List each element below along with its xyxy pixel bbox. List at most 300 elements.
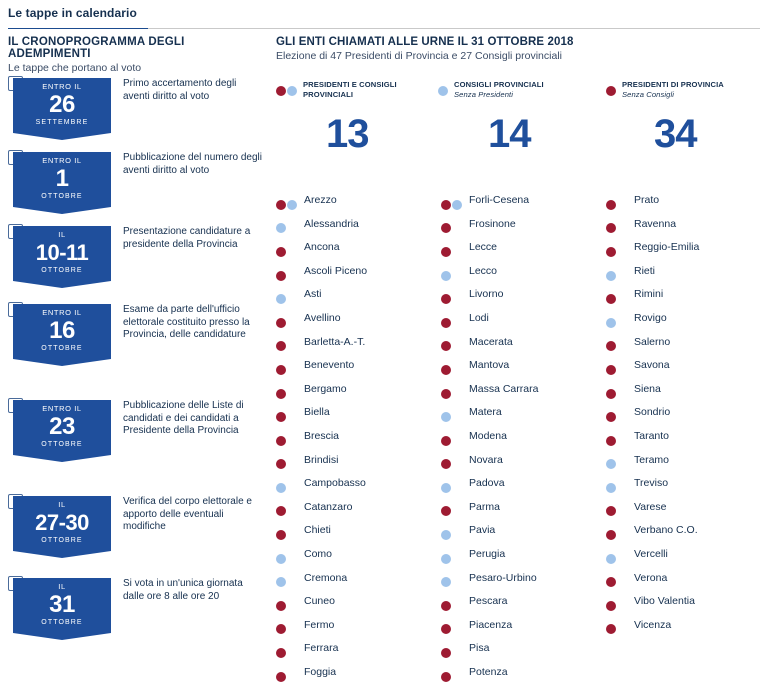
province-name: Sondrio: [634, 406, 671, 419]
step-description: Si vota in un'unica giornata dalle ore 8 alle ore 20: [123, 578, 243, 602]
list-item-dot-group: [441, 243, 452, 261]
red-dot-icon: [441, 247, 451, 257]
list-item-dot-group: [276, 597, 287, 615]
legend-blue-dot-icon: [287, 86, 297, 96]
legend-label: [454, 80, 544, 99]
list-item-dot-group: [441, 361, 452, 379]
list-item-dot-group: [441, 338, 452, 356]
red-dot-icon: [606, 389, 616, 399]
list-item-dot-group: [441, 668, 452, 686]
list-item: [441, 640, 601, 664]
list-item-dot-group: [441, 267, 452, 285]
right-heading: GLI ENTI CHIAMATI ALLE URNE IL 31 OTTOBRE 2018: [276, 36, 574, 48]
red-dot-icon: [441, 648, 451, 658]
legend-label-line2: Senza Consigli: [622, 89, 675, 99]
step-date-month: OTTOBRE: [41, 345, 83, 352]
blue-dot-icon: [276, 223, 286, 233]
province-name: Savona: [634, 359, 670, 372]
blue-dot-icon: [441, 554, 451, 564]
province-name: Salerno: [634, 335, 671, 348]
list-item-dot-group: [276, 526, 287, 544]
blue-dot-icon: [276, 554, 286, 564]
blue-dot-icon: [441, 483, 451, 493]
list-item: [441, 334, 601, 358]
left-heading: IL CRONOPROGRAMMA DEGLI ADEMPIMENTI: [8, 36, 185, 60]
list-item: [441, 263, 601, 287]
province-name: Verbano C.O.: [634, 524, 698, 537]
step-date-badge: [13, 304, 111, 359]
blue-dot-icon: [276, 294, 286, 304]
province-name: Ascoli Piceno: [304, 264, 368, 277]
list-item: [441, 404, 601, 428]
right-column-header: [276, 36, 764, 62]
list-item-dot-group: [276, 432, 287, 450]
list-item-dot-group: [606, 503, 617, 521]
legend-blue-dot-icon: [438, 86, 448, 96]
red-dot-icon: [441, 624, 451, 634]
province-name: Chieti: [304, 524, 331, 537]
list-item: [441, 357, 601, 381]
timeline-step: [8, 398, 264, 484]
red-dot-icon: [276, 247, 286, 257]
legend-label-line1: PRESIDENTI E CONSIGLI: [303, 80, 397, 89]
red-dot-icon: [441, 601, 451, 611]
list-item-dot-group: [606, 621, 617, 639]
province-name: Pesaro-Urbino: [469, 571, 537, 584]
step-date-day: 16: [49, 317, 75, 344]
province-list-column: [606, 192, 766, 640]
list-item-dot-group: [441, 385, 452, 403]
step-date-day: 26: [49, 91, 75, 118]
list-item-dot-group: [441, 456, 452, 474]
list-item: [606, 216, 766, 240]
list-item: [276, 522, 436, 546]
list-item: [441, 570, 601, 594]
list-item: [606, 452, 766, 476]
list-item-dot-group: [276, 644, 287, 662]
page-title: Le tappe in calendario: [8, 6, 137, 20]
step-description: Esame da parte dell'ufficio elettorale costituito presso la Provincia, delle candidature: [123, 304, 250, 340]
list-item: [276, 404, 436, 428]
step-description: Pubblicazione delle Liste di candidati e dei candidati a Presidente della Provincia: [123, 400, 244, 436]
province-name: Potenza: [469, 665, 508, 678]
red-dot-icon: [606, 341, 616, 351]
red-dot-icon: [276, 200, 286, 210]
red-dot-icon: [606, 601, 616, 611]
list-item: [276, 593, 436, 617]
list-item: [441, 216, 601, 240]
province-name: Livorno: [469, 288, 504, 301]
list-item-dot-group: [441, 432, 452, 450]
red-dot-icon: [606, 506, 616, 516]
list-item: [276, 546, 436, 570]
list-item: [606, 475, 766, 499]
blue-dot-icon: [606, 271, 616, 281]
list-item-dot-group: [606, 196, 617, 214]
list-item: [606, 522, 766, 546]
blue-dot-icon: [606, 318, 616, 328]
top-divider-accent: [8, 28, 148, 29]
list-item-dot-group: [441, 290, 452, 308]
province-name: Frosinone: [469, 217, 516, 230]
province-name: Campobasso: [304, 477, 366, 490]
province-name: Ravenna: [634, 217, 677, 230]
timeline-step: [8, 224, 264, 292]
red-dot-icon: [276, 624, 286, 634]
step-description: Primo accertamento degli aventi diritto al voto: [123, 78, 237, 102]
province-name: Siena: [634, 382, 661, 395]
list-item-dot-group: [606, 243, 617, 261]
list-item-dot-group: [441, 503, 452, 521]
list-item: [441, 310, 601, 334]
list-item-dot-group: [606, 432, 617, 450]
step-date-badge: [13, 78, 111, 133]
red-dot-icon: [276, 530, 286, 540]
list-item-dot-group: [276, 479, 287, 497]
step-date-prefix: ENTRO IL: [42, 82, 82, 91]
step-description: Pubblicazione del numero degli aventi diritto al voto: [123, 152, 262, 176]
list-item: [606, 499, 766, 523]
province-name: Mantova: [469, 359, 510, 372]
step-badge-notch: [13, 633, 111, 640]
list-item: [606, 617, 766, 641]
blue-dot-icon: [441, 530, 451, 540]
legend-label: [303, 80, 397, 99]
blue-dot-icon: [287, 200, 297, 210]
list-item-dot-group: [276, 267, 287, 285]
timeline-step: [8, 494, 264, 566]
step-date-prefix: ENTRO IL: [42, 308, 82, 317]
province-name: Brindisi: [304, 453, 339, 466]
red-dot-icon: [276, 271, 286, 281]
list-item-dot-group: [441, 314, 452, 332]
province-name: Arezzo: [304, 194, 337, 206]
province-name: Rieti: [634, 264, 656, 277]
province-name: Lecce: [469, 241, 498, 254]
province-name: Modena: [469, 429, 507, 442]
list-item-dot-group: [606, 267, 617, 285]
list-item: [276, 452, 436, 476]
list-item-dot-group: [606, 408, 617, 426]
legend-red-dot-icon: [276, 86, 286, 96]
timeline-step: [8, 76, 264, 140]
red-dot-icon: [276, 672, 286, 682]
step-date-day: 10-11: [35, 240, 89, 265]
list-item: [606, 263, 766, 287]
step-badge-notch: [13, 359, 111, 366]
list-item-dot-group: [606, 550, 617, 568]
list-item: [441, 381, 601, 405]
list-item: [441, 664, 601, 687]
list-item: [276, 617, 436, 641]
list-item-dot-group: [441, 196, 463, 214]
province-name: Piacenza: [469, 618, 513, 631]
province-name: Lecco: [469, 264, 498, 277]
province-name: Lodi: [469, 311, 489, 324]
province-name: Matera: [469, 406, 502, 419]
legend-dot-group: [438, 82, 449, 100]
step-date-badge: [13, 400, 111, 455]
list-item-dot-group: [441, 479, 452, 497]
province-name: Cremona: [304, 571, 348, 584]
step-date-month: SETTEMBRE: [35, 119, 89, 126]
red-dot-icon: [441, 672, 451, 682]
province-name: Rovigo: [634, 311, 667, 324]
red-dot-icon: [606, 223, 616, 233]
step-date-prefix: IL: [58, 582, 66, 591]
list-item: [606, 286, 766, 310]
province-name: Treviso: [634, 477, 669, 490]
red-dot-icon: [441, 341, 451, 351]
list-item-dot-group: [606, 574, 617, 592]
red-dot-icon: [606, 530, 616, 540]
legend-dot-group: [606, 82, 617, 100]
list-item: [276, 499, 436, 523]
red-dot-icon: [606, 412, 616, 422]
province-name: Verona: [634, 571, 668, 584]
province-name: Teramo: [634, 453, 670, 466]
list-item: [606, 239, 766, 263]
list-item-dot-group: [606, 338, 617, 356]
list-item: [276, 263, 436, 287]
province-name: Brescia: [304, 429, 340, 442]
province-name: Padova: [469, 477, 505, 490]
list-item: [276, 640, 436, 664]
province-name: Varese: [634, 500, 667, 513]
list-item: [441, 475, 601, 499]
list-item: [606, 381, 766, 405]
blue-dot-icon: [441, 412, 451, 422]
red-dot-icon: [441, 506, 451, 516]
list-item-dot-group: [606, 314, 617, 332]
red-dot-icon: [441, 294, 451, 304]
list-item-dot-group: [276, 408, 287, 426]
province-name: Fermo: [304, 618, 335, 631]
blue-dot-icon: [606, 459, 616, 469]
list-item: [276, 334, 436, 358]
province-name: Benevento: [304, 359, 355, 372]
list-item-dot-group: [441, 526, 452, 544]
red-dot-icon: [606, 294, 616, 304]
list-item: [606, 310, 766, 334]
province-name: Vibo Valentia: [634, 595, 695, 608]
red-dot-icon: [441, 200, 451, 210]
right-subheading: Elezione di 47 Presidenti di Provincia e 27 Consigli provinciali: [276, 50, 562, 62]
red-dot-icon: [441, 318, 451, 328]
count-value: 34: [654, 112, 697, 156]
province-list-column: [276, 192, 436, 687]
legend-label-line2: PROVINCIALI: [303, 89, 354, 99]
step-date-month: OTTOBRE: [41, 537, 83, 544]
list-item-dot-group: [276, 668, 287, 686]
province-name: Perugia: [469, 547, 506, 560]
list-item: [276, 475, 436, 499]
list-item-dot-group: [276, 550, 287, 568]
province-name: Foggia: [304, 665, 337, 678]
step-date-prefix: IL: [58, 230, 66, 239]
red-dot-icon: [276, 459, 286, 469]
red-dot-icon: [606, 365, 616, 375]
timeline-step: [8, 150, 264, 214]
province-name: Massa Carrara: [469, 382, 539, 395]
province-name: Rimini: [634, 288, 664, 301]
province-name: Como: [304, 547, 333, 560]
step-date-day: 27-30: [35, 510, 89, 535]
province-name: Pavia: [469, 524, 496, 537]
province-name: Avellino: [304, 311, 341, 324]
list-item: [441, 617, 601, 641]
list-item-dot-group: [606, 456, 617, 474]
step-date-day: 1: [55, 165, 69, 192]
blue-dot-icon: [452, 200, 462, 210]
list-item: [606, 357, 766, 381]
province-name: Macerata: [469, 335, 513, 348]
red-dot-icon: [606, 624, 616, 634]
list-item: [276, 570, 436, 594]
category-counts: [276, 112, 764, 164]
list-item-dot-group: [276, 220, 287, 238]
province-name: Pisa: [469, 642, 490, 655]
count-value: 13: [326, 112, 369, 156]
blue-dot-icon: [606, 554, 616, 564]
red-dot-icon: [276, 365, 286, 375]
province-name: Vicenza: [634, 618, 672, 631]
province-name: Reggio-Emilia: [634, 241, 700, 254]
province-list-column: [441, 192, 601, 687]
timeline-step: [8, 576, 264, 648]
blue-dot-icon: [606, 483, 616, 493]
left-subheading: Le tappe che portano al voto: [8, 62, 142, 74]
list-item-dot-group: [606, 361, 617, 379]
legend-label-line1: CONSIGLI PROVINCIALI: [454, 80, 544, 89]
timeline-step: [8, 302, 264, 388]
list-item-dot-group: [441, 408, 452, 426]
step-date-prefix: ENTRO IL: [42, 404, 82, 413]
legend-dot-group: [276, 82, 298, 100]
step-date-prefix: ENTRO IL: [42, 156, 82, 165]
list-item: [276, 239, 436, 263]
list-item-dot-group: [606, 220, 617, 238]
step-date-prefix: IL: [58, 500, 66, 509]
red-dot-icon: [276, 389, 286, 399]
province-name: Taranto: [634, 429, 670, 442]
list-item: [441, 286, 601, 310]
red-dot-icon: [276, 436, 286, 446]
red-dot-icon: [606, 436, 616, 446]
red-dot-icon: [606, 577, 616, 587]
step-badge-notch: [13, 281, 111, 288]
red-dot-icon: [441, 389, 451, 399]
list-item-dot-group: [276, 385, 287, 403]
red-dot-icon: [276, 648, 286, 658]
step-date-month: OTTOBRE: [41, 441, 83, 448]
list-item: [606, 334, 766, 358]
list-item-dot-group: [441, 220, 452, 238]
red-dot-icon: [276, 318, 286, 328]
step-badge-notch: [13, 551, 111, 558]
red-dot-icon: [441, 365, 451, 375]
list-item-dot-group: [441, 574, 452, 592]
blue-dot-icon: [441, 577, 451, 587]
list-item: [606, 593, 766, 617]
list-item: [276, 664, 436, 687]
list-item: [276, 357, 436, 381]
blue-dot-icon: [276, 483, 286, 493]
province-name: Prato: [634, 194, 660, 206]
list-item: [276, 192, 436, 216]
province-name: Ferrara: [304, 642, 339, 655]
step-date-day: 31: [49, 591, 75, 618]
province-name: Vercelli: [634, 547, 668, 560]
red-dot-icon: [606, 200, 616, 210]
red-dot-icon: [441, 436, 451, 446]
legend-red-dot-icon: [606, 86, 616, 96]
list-item-dot-group: [276, 290, 287, 308]
legend-label-line1: PRESIDENTI DI PROVINCIA: [622, 80, 724, 89]
province-name: Novara: [469, 453, 503, 466]
list-item: [441, 593, 601, 617]
red-dot-icon: [276, 412, 286, 422]
legend: [276, 80, 764, 106]
list-item-dot-group: [276, 361, 287, 379]
list-item-dot-group: [441, 621, 452, 639]
red-dot-icon: [276, 601, 286, 611]
list-item: [276, 428, 436, 452]
list-item: [276, 310, 436, 334]
list-item: [606, 192, 766, 216]
step-date-badge: [13, 226, 111, 281]
list-item: [441, 546, 601, 570]
step-date-month: OTTOBRE: [41, 193, 83, 200]
step-date-badge: [13, 578, 111, 633]
step-date-month: OTTOBRE: [41, 267, 83, 274]
count-value: 14: [488, 112, 531, 156]
list-item-dot-group: [606, 385, 617, 403]
blue-dot-icon: [441, 271, 451, 281]
list-item-dot-group: [276, 314, 287, 332]
list-item-dot-group: [276, 503, 287, 521]
list-item-dot-group: [276, 243, 287, 261]
list-item: [606, 404, 766, 428]
list-item-dot-group: [606, 597, 617, 615]
step-date-badge: [13, 152, 111, 207]
list-item: [276, 216, 436, 240]
step-date-day: 23: [49, 413, 75, 440]
list-item-dot-group: [276, 621, 287, 639]
list-item-dot-group: [606, 290, 617, 308]
province-name: Ancona: [304, 241, 340, 254]
legend-label: [622, 80, 724, 99]
list-item: [441, 239, 601, 263]
province-name: Pescara: [469, 595, 508, 608]
step-badge-notch: [13, 133, 111, 140]
list-item: [441, 192, 601, 216]
list-item: [606, 546, 766, 570]
list-item: [276, 381, 436, 405]
list-item: [606, 570, 766, 594]
list-item-dot-group: [441, 550, 452, 568]
province-name: Parma: [469, 500, 500, 513]
blue-dot-icon: [276, 577, 286, 587]
list-item-dot-group: [276, 338, 287, 356]
list-item: [441, 522, 601, 546]
province-name: Catanzaro: [304, 500, 353, 513]
red-dot-icon: [606, 247, 616, 257]
top-title-bar: [8, 6, 760, 20]
list-item: [441, 452, 601, 476]
list-item-dot-group: [276, 196, 298, 214]
province-name: Barletta-A.-T.: [304, 335, 366, 348]
